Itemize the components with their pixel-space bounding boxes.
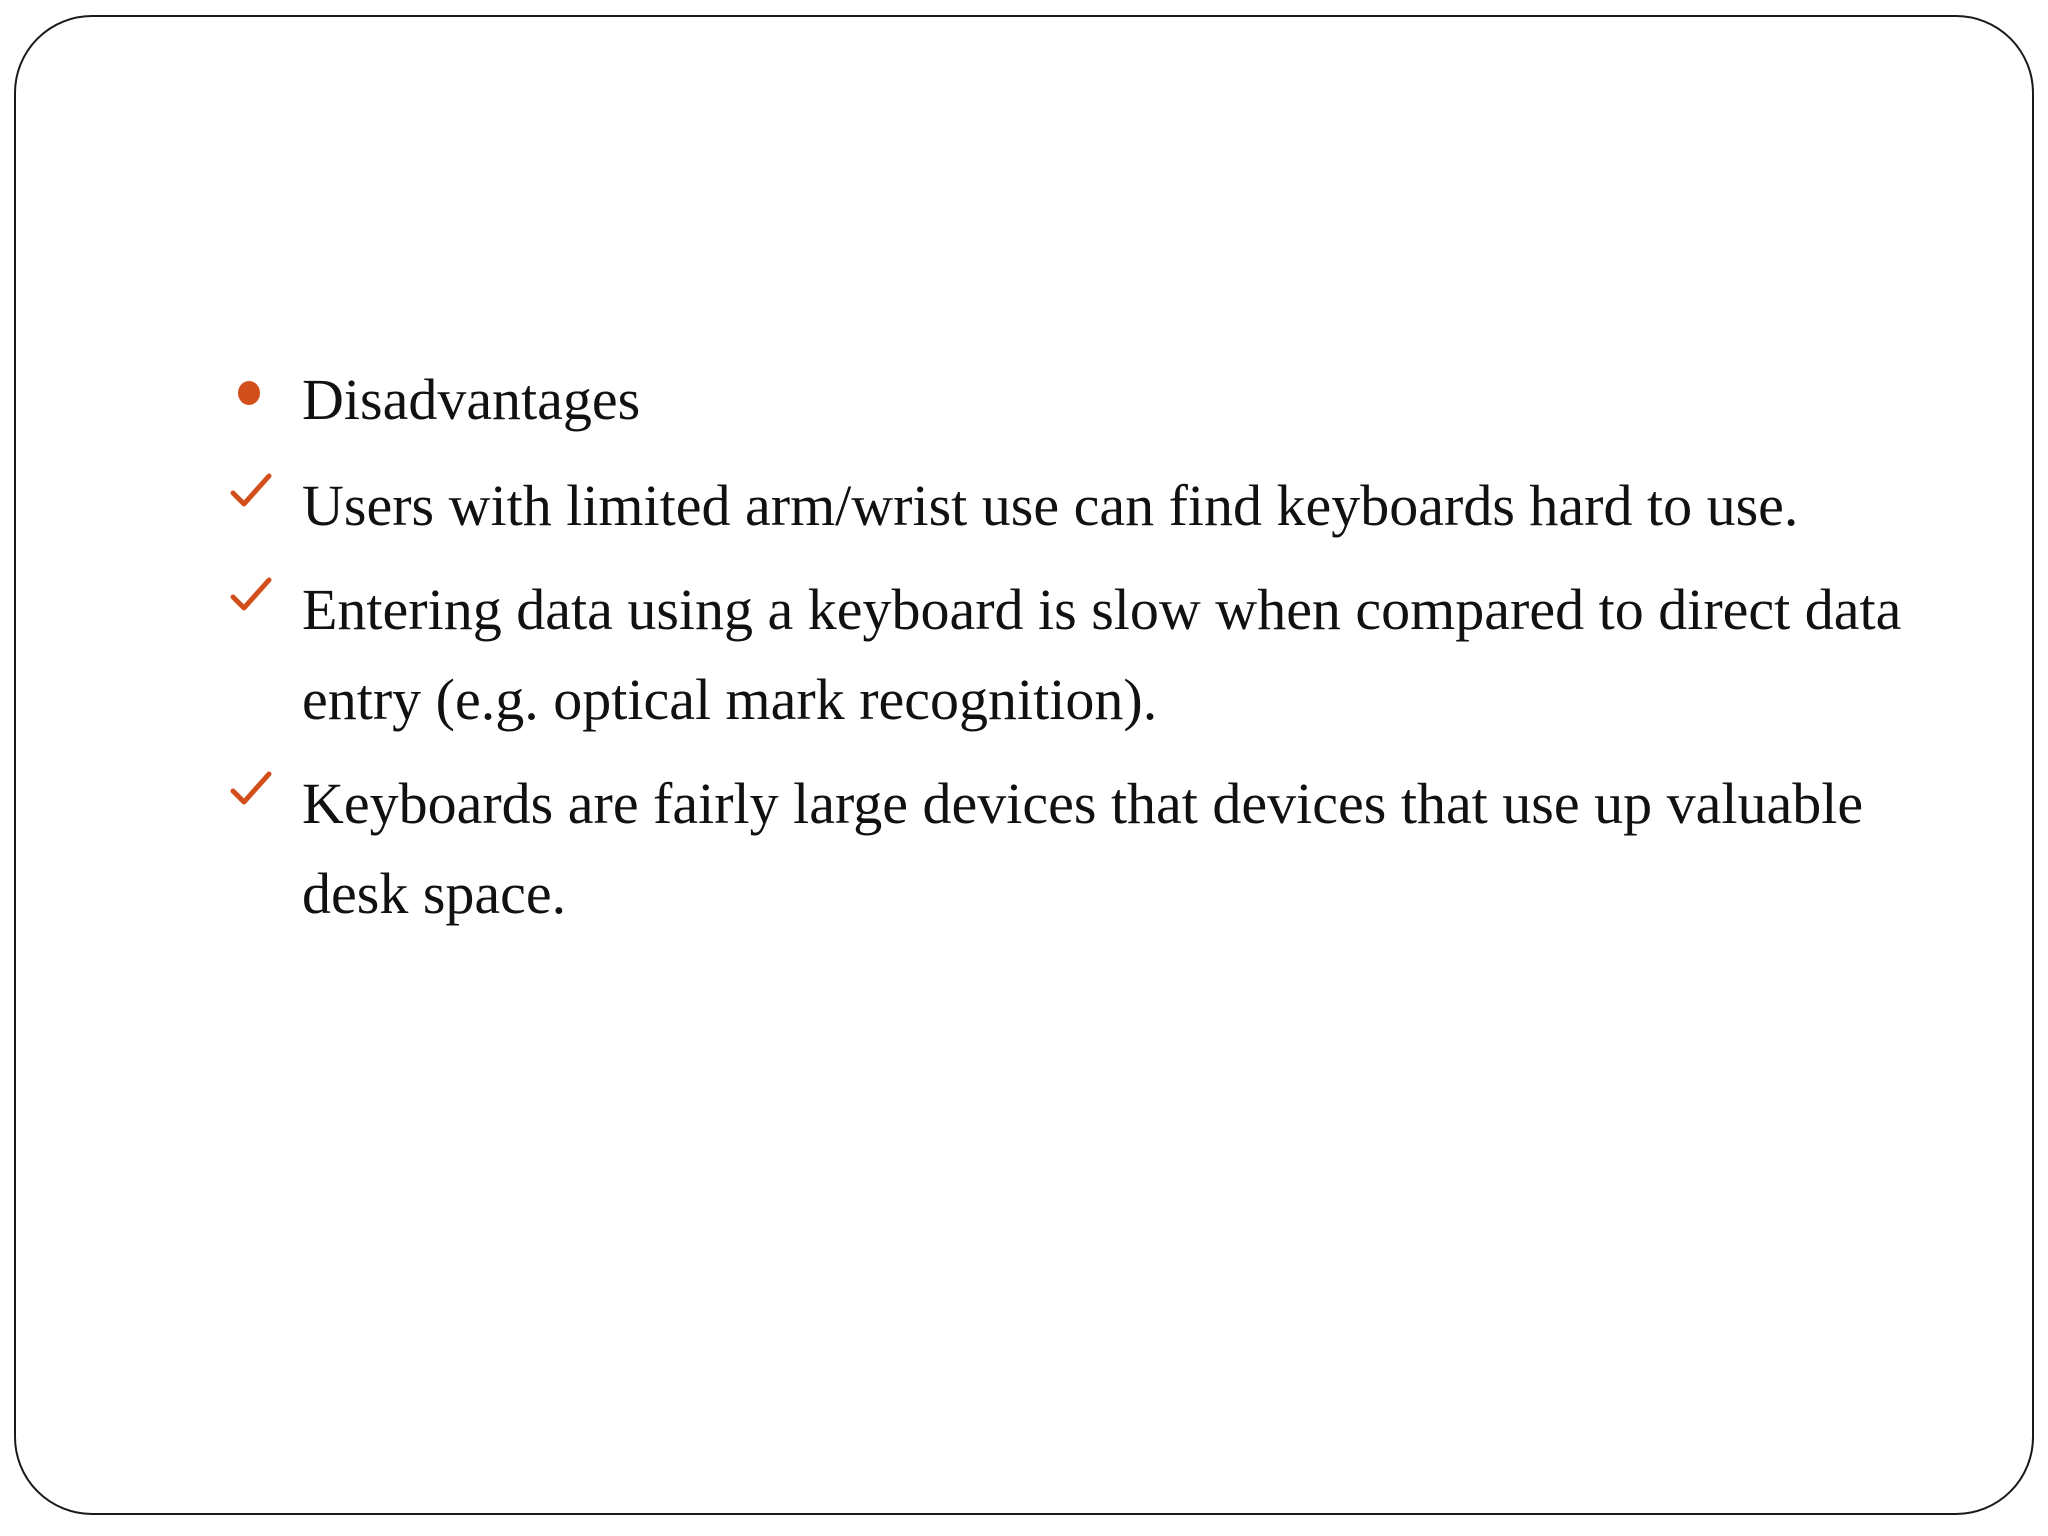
list-item-text: Keyboards are fairly large devices that devices that use up valuable desk space. bbox=[302, 771, 1864, 926]
checkmark-icon bbox=[228, 565, 274, 655]
bullet-list bbox=[228, 355, 1968, 953]
list-item bbox=[228, 759, 1968, 939]
list-item bbox=[228, 355, 1968, 445]
list-item-text: Users with limited arm/wrist use can find keyboards hard to use. bbox=[302, 473, 1799, 538]
checkmark-icon bbox=[228, 461, 274, 551]
bullet-dot-icon bbox=[228, 355, 274, 445]
list-item bbox=[228, 461, 1968, 551]
list-item bbox=[228, 565, 1968, 745]
checkmark-icon bbox=[228, 759, 274, 849]
list-item-text: Disadvantages bbox=[302, 367, 641, 432]
slide-frame bbox=[14, 15, 2034, 1515]
list-item-text: Entering data using a keyboard is slow when compared to direct data entry (e.g. optical mark recognition). bbox=[302, 577, 1902, 732]
